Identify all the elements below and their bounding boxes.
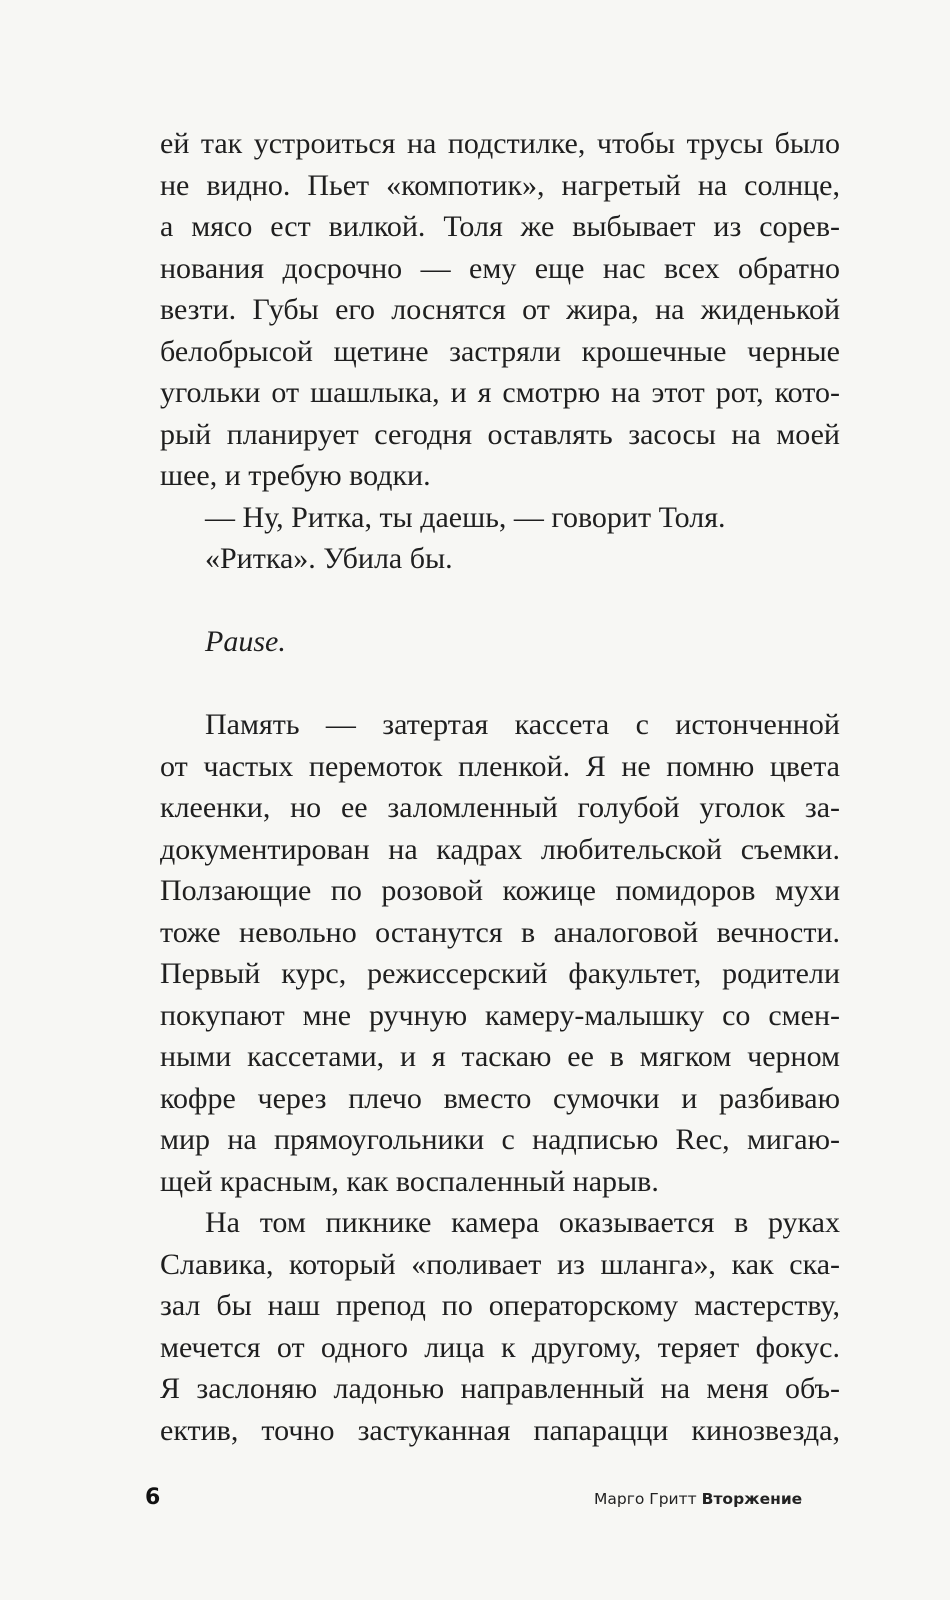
- paragraph-3: [160, 538, 840, 580]
- running-footer: [594, 1490, 802, 1508]
- text-line: покупают мне ручную камеру-малышку со смен-: [160, 998, 840, 1032]
- text-line: мечется от одного лица к другому, теряет фокус.: [160, 1330, 840, 1364]
- paragraph-4: [160, 704, 840, 1202]
- text-line: от частых перемоток пленкой. Я не помню цвета: [160, 749, 840, 783]
- body-text: [160, 123, 840, 1451]
- text-line: кофре через плечо вместо сумочки и разбиваю: [160, 1081, 840, 1115]
- text-line: не видно. Пьет «компотик», нагретый на солнце,: [160, 168, 840, 202]
- footer-author: Марго Гритт: [594, 1490, 697, 1508]
- paragraph-5: [160, 1202, 840, 1451]
- text-line: ей так устроиться на подстилке, чтобы трусы было: [160, 127, 840, 160]
- text-line: На том пикнике камера оказывается в руках: [205, 1206, 840, 1239]
- text-line: везти. Губы его лоснятся от жира, на жиденькой: [160, 293, 840, 326]
- dialogue-line: — Ну, Ритка, ты даешь, — говорит Толя.: [205, 500, 726, 534]
- paragraph-1: [160, 123, 840, 497]
- section-marker: Pause.: [205, 625, 286, 658]
- text-line: Ползающие по розовой кожице помидоров мухи: [160, 874, 840, 907]
- section-gap: [160, 580, 840, 622]
- text-line: зал бы наш препод по операторскому мастерству,: [160, 1289, 840, 1322]
- text-line: Славика, который «поливает из шланга», как ска-: [160, 1247, 840, 1281]
- text-line: мир на прямоугольники с надписью Rec, мигаю-: [160, 1123, 840, 1156]
- text-line: тоже невольно останутся в аналоговой вечности.: [160, 915, 840, 949]
- text-line: документирован на кадрах любительской съемки.: [160, 832, 840, 866]
- text-line: ектив, точно застуканная папарацци кинозвезда,: [160, 1413, 840, 1447]
- footer-book-title: Вторжение: [701, 1490, 803, 1508]
- text-line: шее, и требую водки.: [160, 459, 431, 492]
- paragraph-2: [160, 497, 840, 539]
- text-line: Память — затертая кассета с истонченной: [205, 708, 840, 741]
- text-line: Первый курс, режиссерский факультет, родители: [160, 957, 840, 990]
- text-line: Я заслоняю ладонью направленный на меня объ-: [160, 1372, 840, 1405]
- section-gap: [160, 663, 840, 705]
- text-line: щей красным, как воспаленный нарыв.: [160, 1164, 659, 1198]
- text-line: угольки от шашлыка, и я смотрю на этот рот, кото-: [160, 376, 840, 409]
- text-line: рый планирует сегодня оставлять засосы на моей: [160, 417, 840, 451]
- page-number: 6: [145, 1485, 161, 1510]
- text-line: «Ритка». Убила бы.: [205, 542, 453, 575]
- text-line: клеенки, но ее заломленный голубой уголок за-: [160, 791, 840, 824]
- text-line: а мясо ест вилкой. Толя же выбывает из сорев-: [160, 210, 840, 243]
- text-line: ными кассетами, и я таскаю ее в мягком черном: [160, 1040, 840, 1073]
- text-line: нования досрочно — ему еще нас всех обратно: [160, 251, 840, 285]
- text-line: белобрысой щетине застряли крошечные черные: [160, 334, 840, 368]
